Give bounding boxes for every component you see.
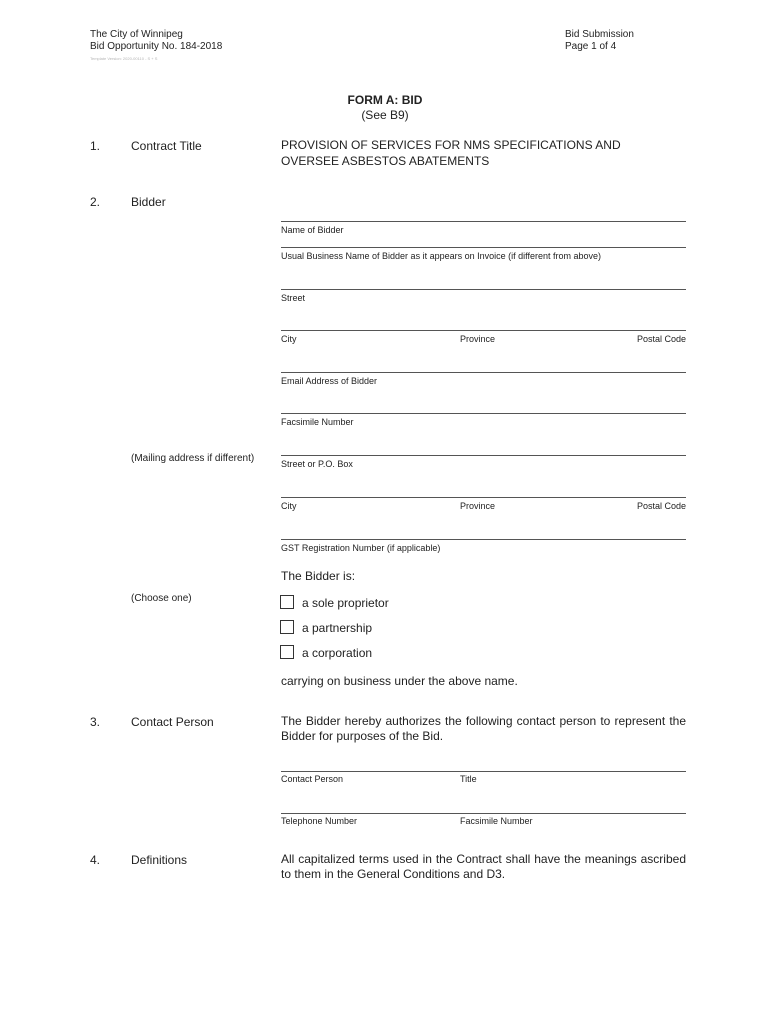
email-line[interactable]: [281, 372, 686, 373]
gst-line[interactable]: [281, 539, 686, 540]
header-bid-opportunity: Bid Opportunity No. 184-2018: [90, 41, 223, 52]
definitions-text: All capitalized terms used in the Contract shall have the meanings ascribed to them in the General Conditions and D3.: [281, 852, 686, 881]
corporation-label: a corporation: [302, 646, 373, 660]
corporation-checkbox[interactable]: [280, 645, 294, 659]
bidder-name-line[interactable]: [281, 221, 686, 222]
partnership-checkbox[interactable]: [280, 620, 294, 634]
contact-person-line[interactable]: [281, 771, 686, 772]
bidder-name-caption: Name of Bidder: [281, 225, 344, 235]
fax-line[interactable]: [281, 413, 686, 414]
section-4-number: 4.: [90, 853, 101, 867]
header-org: The City of Winnipeg: [90, 29, 183, 40]
section-4-label: Definitions: [131, 853, 188, 867]
gst-caption: GST Registration Number (if applicable): [281, 543, 441, 553]
partnership-label: a partnership: [302, 621, 373, 635]
pobox-caption: Street or P.O. Box: [281, 459, 353, 469]
usual-name-line[interactable]: [281, 247, 686, 248]
contact-fax-caption: Facsimile Number: [460, 816, 533, 826]
header-submission: Bid Submission: [565, 29, 634, 40]
form-subtitle: (See B9): [361, 108, 409, 122]
city2-caption: City: [281, 501, 297, 511]
pobox-line[interactable]: [281, 455, 686, 456]
form-title: FORM A: BID: [347, 93, 423, 107]
mailing-address-note: (Mailing address if different): [131, 453, 255, 464]
city2-line[interactable]: [281, 497, 686, 498]
sole-proprietor-checkbox[interactable]: [280, 595, 294, 609]
email-caption: Email Address of Bidder: [281, 376, 378, 386]
postal-code2-caption: Postal Code: [636, 501, 686, 511]
contract-title-line-2: OVERSEE ASBESTOS ABATEMENTS: [281, 154, 490, 168]
contract-title-line-1: PROVISION OF SERVICES FOR NMS SPECIFICATIONS AND: [281, 138, 621, 152]
section-1-number: 1.: [90, 139, 101, 153]
telephone-caption: Telephone Number: [281, 816, 358, 826]
province-caption: Province: [460, 334, 496, 344]
contact-person-caption: Contact Person: [281, 774, 344, 784]
section-2-label: Bidder: [131, 195, 166, 209]
usual-name-caption: Usual Business Name of Bidder as it appears on Invoice (if different from above): [281, 251, 601, 261]
fax-caption: Facsimile Number: [281, 417, 354, 427]
street-line[interactable]: [281, 289, 686, 290]
telephone-line[interactable]: [281, 813, 686, 814]
contact-title-caption: Title: [460, 774, 477, 784]
postal-code-caption: Postal Code: [636, 334, 686, 344]
street-caption: Street: [281, 293, 306, 303]
carrying-on-business-text: carrying on business under the above name.: [281, 674, 518, 688]
contact-authorization-text: The Bidder hereby authorizes the following contact person to represent the Bidder for purposes of the Bid.: [281, 714, 686, 743]
city-line[interactable]: [281, 330, 686, 331]
section-3-number: 3.: [90, 715, 101, 729]
template-version: Template Version: 2020-00110 - S + S: [90, 56, 158, 61]
header-page-number: Page 1 of 4: [565, 41, 617, 52]
province2-caption: Province: [460, 501, 496, 511]
city-caption: City: [281, 334, 297, 344]
choose-one-note: (Choose one): [131, 593, 192, 604]
section-3-label: Contact Person: [131, 715, 214, 729]
sole-proprietor-label: a sole proprietor: [302, 596, 389, 610]
bidder-is-label: The Bidder is:: [281, 569, 356, 583]
section-2-number: 2.: [90, 195, 101, 209]
section-1-label: Contract Title: [131, 139, 202, 153]
